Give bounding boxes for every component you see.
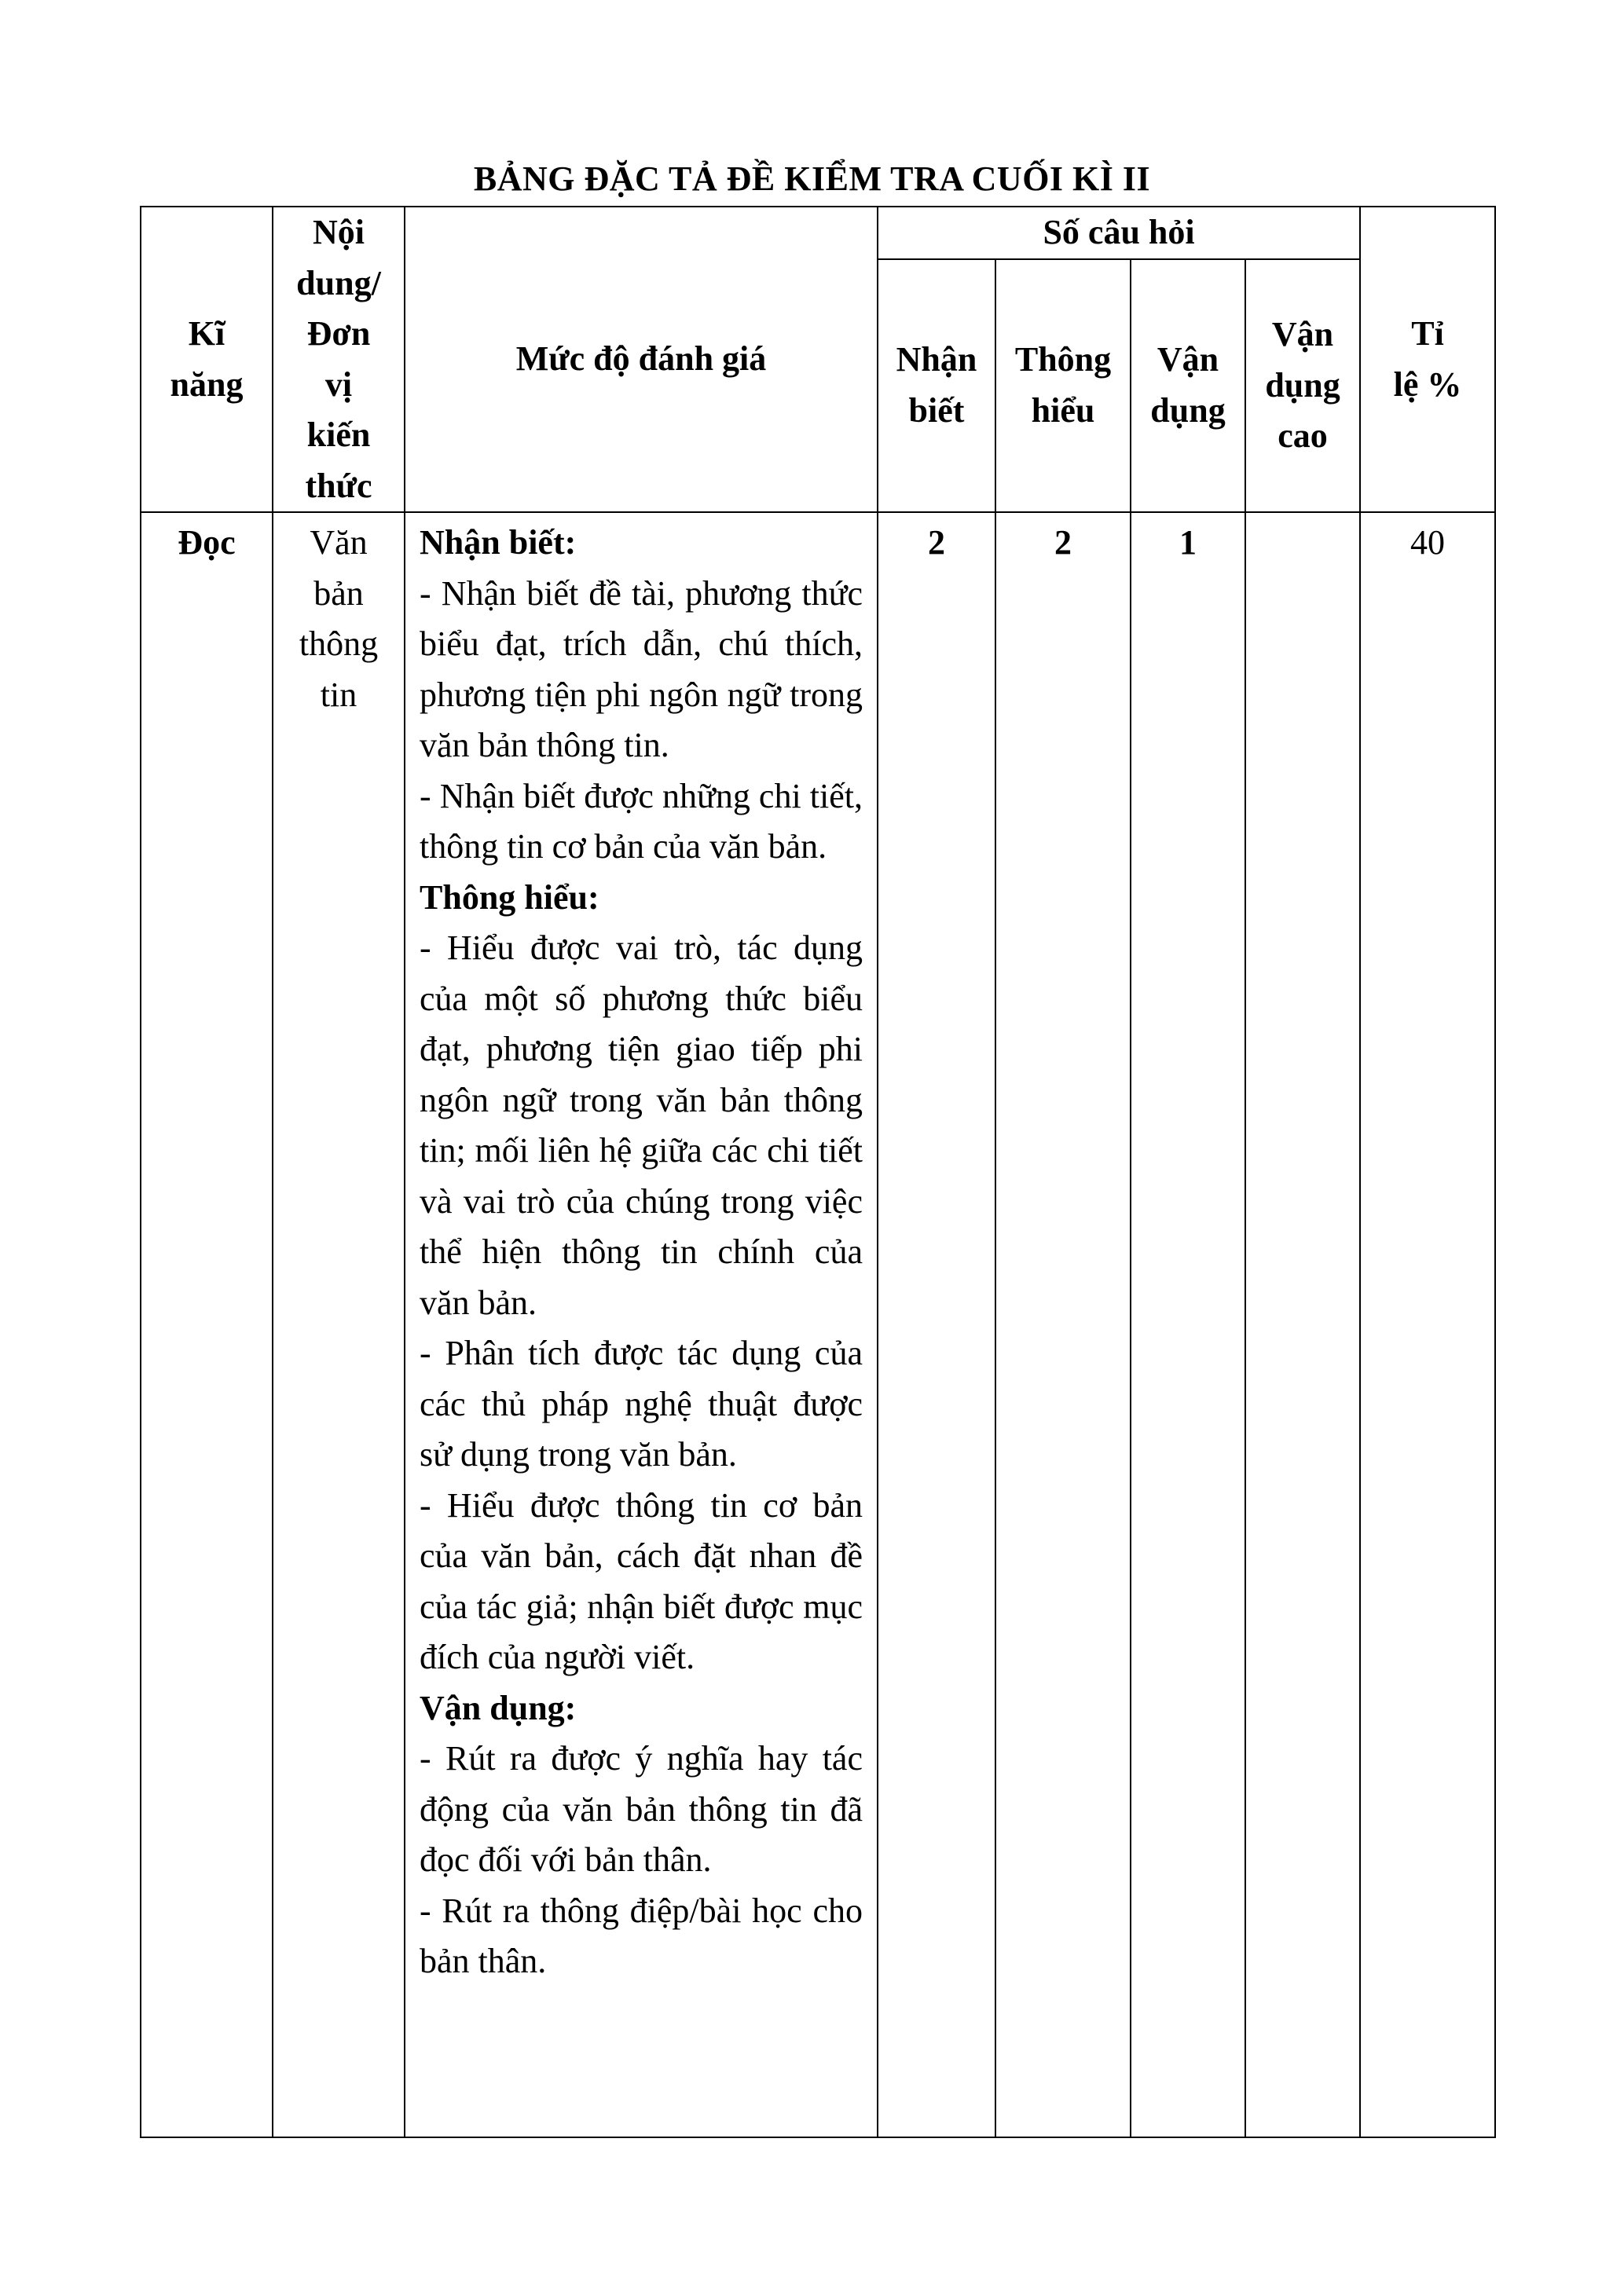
header-assessment-level: Mức độ đánh giá xyxy=(405,207,878,512)
cell-apply-high-count xyxy=(1245,512,1360,2137)
specification-table xyxy=(140,206,1496,2138)
cell-skill: Đọc xyxy=(141,512,273,2137)
header-recognize: Nhận biết xyxy=(878,259,995,512)
recognize-heading: Nhận biết: xyxy=(420,523,577,562)
header-apply: Vận dụng xyxy=(1131,259,1245,512)
header-skill: Kĩ năng xyxy=(141,207,273,512)
apply-item: - Rút ra thông điệp/bài học cho bản thân. xyxy=(420,1891,863,1980)
header-content-unit: Nội dung/ Đơn vị kiến thức xyxy=(273,207,405,512)
header-understand: Thông hiểu xyxy=(995,259,1131,512)
apply-heading: Vận dụng: xyxy=(420,1688,577,1727)
recognize-item: - Nhận biết đề tài, phương thức biểu đạt, trích dẫn, chú thích, phương tiện phi ngôn ngữ trong văn bản thông tin. xyxy=(420,573,863,764)
header-apply-high: Vận dụng cao xyxy=(1245,259,1360,512)
understand-item: - Hiểu được vai trò, tác dụng của một số phương thức biểu đạt, phương tiện giao tiếp phi ngôn ngữ trong văn bản thông tin; mối liên hệ giữa các chi tiết và vai trò của chúng trong việc thể hiện thông tin chính của văn bản. xyxy=(420,928,863,1322)
apply-item: - Rút ra được ý nghĩa hay tác động của văn bản thông tin đã đọc đối với bản thân. xyxy=(420,1739,863,1879)
recognize-item: - Nhận biết được những chi tiết, thông tin cơ bản của văn bản. xyxy=(420,776,863,866)
page-title: BẢNG ĐẶC TẢ ĐỀ KIỂM TRA CUỐI KÌ II xyxy=(473,159,1151,198)
cell-understand-count: 2 xyxy=(995,512,1131,2137)
cell-content-unit: Văn bản thông tin xyxy=(273,512,405,2137)
cell-assessment-description xyxy=(405,512,878,2137)
cell-apply-count: 1 xyxy=(1131,512,1245,2137)
cell-ratio: 40 xyxy=(1360,512,1495,2137)
header-ratio: Tỉ lệ % xyxy=(1360,207,1495,512)
table-row xyxy=(141,512,1495,2137)
header-question-count: Số câu hỏi xyxy=(878,207,1360,259)
cell-recognize-count: 2 xyxy=(878,512,995,2137)
understand-item: - Phân tích được tác dụng của các thủ pháp nghệ thuật được sử dụng trong văn bản. xyxy=(420,1334,863,1474)
understand-heading: Thông hiểu: xyxy=(420,877,599,917)
understand-item: - Hiểu được thông tin cơ bản của văn bản, cách đặt nhan đề của tác giả; nhận biết được mục đích của người viết. xyxy=(420,1485,863,1676)
